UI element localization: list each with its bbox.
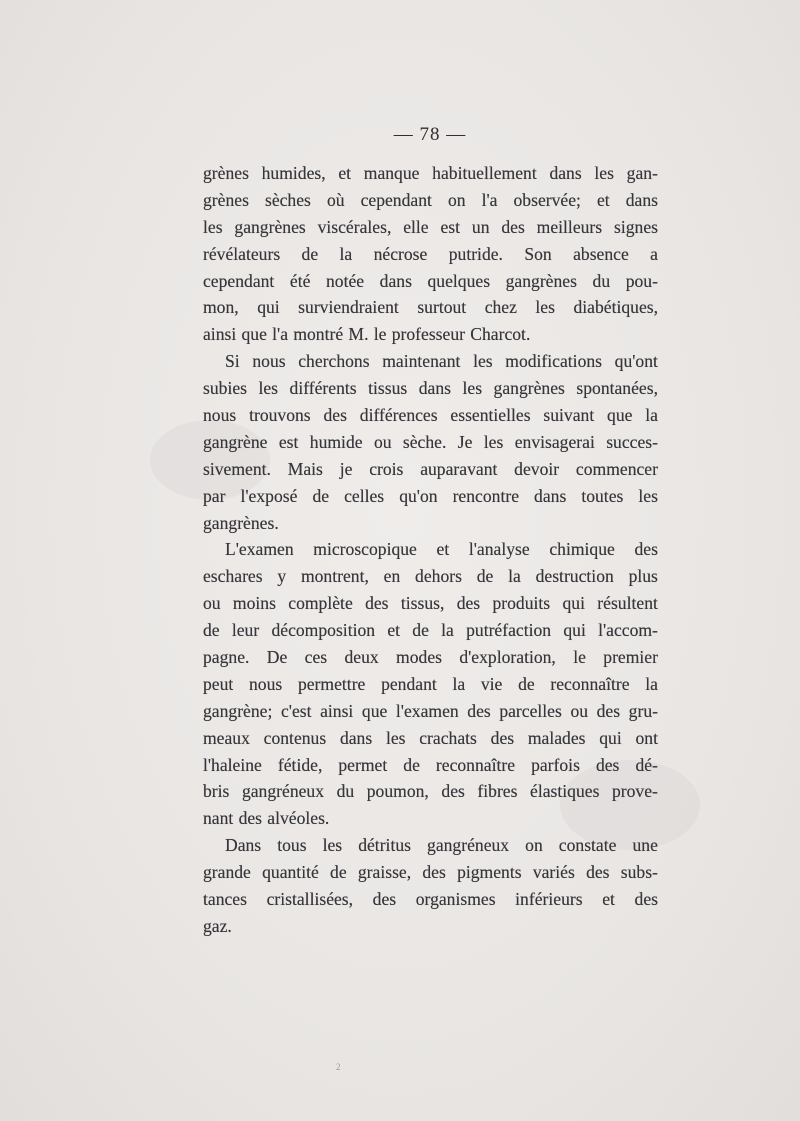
word: du <box>592 270 611 291</box>
word: rencontre <box>452 485 520 506</box>
word: l'accom- <box>598 620 658 641</box>
text-line <box>203 913 658 940</box>
word: gangrènes <box>493 378 565 399</box>
word: maintenant <box>382 351 461 372</box>
word: Charcot. <box>470 324 531 345</box>
word: l'analyse <box>468 539 530 560</box>
word: destruction <box>535 566 614 587</box>
word: cependant <box>203 270 275 291</box>
word: qui <box>599 727 622 748</box>
word: Dans <box>225 835 262 856</box>
word: tous <box>277 835 307 856</box>
word: grènes <box>203 189 249 210</box>
word: gangréneux <box>427 835 510 856</box>
word: grènes <box>203 163 249 183</box>
word: surtout <box>417 297 467 318</box>
word: nous <box>203 405 237 426</box>
word: l'a <box>272 324 289 345</box>
word: de <box>518 673 535 694</box>
word: les <box>203 216 223 237</box>
word: des <box>456 593 481 614</box>
word: essentielles <box>450 405 531 426</box>
word: les <box>385 727 406 748</box>
word: l'haleine <box>203 754 262 775</box>
word: des <box>490 727 515 748</box>
word: des <box>501 216 525 237</box>
word: parfois <box>531 754 580 775</box>
word: qui <box>562 593 585 614</box>
word: ainsi <box>203 324 237 345</box>
word: graisse, <box>357 862 412 883</box>
word: produits <box>492 593 551 614</box>
word: dehors <box>415 566 462 587</box>
word: nous <box>249 673 283 694</box>
word: malades <box>527 727 586 748</box>
word: meilleurs <box>536 216 603 237</box>
word: pagne. <box>203 647 250 668</box>
word: par <box>203 485 226 506</box>
word: permet <box>338 754 388 775</box>
word: gangréneux <box>241 781 325 802</box>
word: tances <box>203 889 247 910</box>
word: y <box>277 566 287 587</box>
word: nécrose <box>373 243 428 264</box>
word: deux <box>344 647 379 668</box>
word: suivant <box>543 405 595 426</box>
word: commencer <box>575 458 658 479</box>
text-line <box>203 375 658 402</box>
word: de <box>412 620 429 641</box>
word: c'est <box>280 700 312 721</box>
word: poumon, <box>366 781 429 802</box>
word: élastiques <box>530 781 600 802</box>
word: gaz. <box>203 915 232 936</box>
word: du <box>336 781 355 802</box>
word: cristallisées, <box>266 889 354 910</box>
text-line <box>203 321 658 348</box>
word: où <box>326 189 345 210</box>
word: des <box>634 539 658 560</box>
word: observée; <box>513 189 581 210</box>
word: gru- <box>628 700 658 721</box>
text-line <box>203 752 658 779</box>
word: sivement. <box>203 458 271 479</box>
word: tissus, <box>400 593 445 614</box>
word: crachats <box>419 727 477 748</box>
text-line <box>203 429 658 456</box>
word: des <box>441 781 465 802</box>
word: ont <box>635 727 658 748</box>
word: des <box>586 862 610 883</box>
word: dé- <box>635 754 658 775</box>
word: nous <box>252 351 286 372</box>
word: succes- <box>606 431 658 452</box>
word: ou <box>373 431 392 452</box>
word: les <box>322 835 343 856</box>
word: dans <box>625 189 658 210</box>
word: habituellement <box>432 163 537 183</box>
word: vie <box>480 673 503 694</box>
word: des <box>372 889 397 910</box>
text-line <box>203 590 658 617</box>
word: gangrènes. <box>203 512 279 533</box>
text-line <box>203 725 658 752</box>
word: M. <box>348 324 369 345</box>
word: dans <box>418 378 451 399</box>
word: la <box>339 243 353 264</box>
word: des <box>323 405 347 426</box>
word: moins <box>232 593 276 614</box>
word: professeur <box>391 324 465 345</box>
word: toutes <box>581 485 624 506</box>
word: Si <box>225 351 240 372</box>
page-mark: 2 <box>336 1062 341 1072</box>
word: spontanées, <box>576 378 658 399</box>
word: De <box>266 647 288 668</box>
page-number: — 78 — <box>393 124 467 145</box>
word: montrent, <box>300 566 369 587</box>
word: qui <box>257 297 280 318</box>
word: et <box>596 189 610 210</box>
word: la <box>452 673 466 694</box>
word: chez <box>484 297 517 318</box>
word: viscérales, <box>317 216 392 237</box>
word: ou <box>570 700 589 721</box>
word: le <box>373 324 387 345</box>
word: est <box>440 216 461 237</box>
word: dans <box>534 485 567 506</box>
text-line <box>203 671 658 698</box>
word: et <box>436 539 450 560</box>
word: décomposition <box>271 620 376 641</box>
word: une <box>632 835 658 856</box>
word: qui <box>563 620 586 641</box>
word: montré <box>293 324 344 345</box>
word: résultent <box>597 593 658 614</box>
word: absence <box>573 243 629 264</box>
word: quantité <box>262 862 319 883</box>
word: variés <box>532 862 575 883</box>
word: la <box>645 405 658 426</box>
word: sèche. <box>402 431 447 452</box>
word: différences <box>359 405 438 426</box>
word: pou- <box>625 270 658 291</box>
word: microscopique <box>313 539 417 560</box>
text-line <box>203 456 658 483</box>
word: ainsi <box>320 700 354 721</box>
word: fétide, <box>277 754 323 775</box>
text-line <box>203 402 658 429</box>
word: et <box>387 620 401 641</box>
word: gangrènes <box>505 270 577 291</box>
word: mon, <box>203 297 239 318</box>
word: les <box>462 378 483 399</box>
word: inférieurs <box>515 889 583 910</box>
text-line <box>203 644 658 671</box>
word: pigments <box>457 862 522 883</box>
word: on <box>447 189 466 210</box>
word: ces <box>304 647 328 668</box>
word: Mais <box>287 458 323 479</box>
text-line <box>203 563 658 590</box>
word: de <box>312 485 330 506</box>
word: révélateurs <box>203 243 281 264</box>
text-line <box>203 859 658 886</box>
text-line <box>203 241 658 268</box>
word: prove- <box>611 781 658 802</box>
text-line <box>203 805 658 832</box>
word: subies <box>203 378 247 399</box>
word: de <box>476 566 494 587</box>
text-line <box>203 778 658 805</box>
text-line <box>203 348 658 375</box>
word: de <box>203 620 220 641</box>
word: des <box>238 808 263 829</box>
word: reconnaître <box>435 754 516 775</box>
word: celles <box>344 485 385 506</box>
word: bris <box>203 781 230 802</box>
word: gan- <box>626 163 658 183</box>
word: tissus <box>368 378 408 399</box>
word: crois <box>369 458 404 479</box>
word: qu'ont <box>614 351 658 372</box>
word: notée <box>325 270 365 291</box>
word: et <box>602 889 615 910</box>
word: l'examen <box>395 700 459 721</box>
word: cependant <box>360 189 432 210</box>
word: les <box>483 431 504 452</box>
word: que <box>241 324 267 345</box>
text-line <box>203 160 658 187</box>
word: humides, <box>261 163 326 183</box>
word: détritus <box>358 835 411 856</box>
word: les <box>473 351 493 372</box>
word: putréfaction <box>466 620 552 641</box>
word: des <box>595 754 620 775</box>
word: grande <box>203 862 251 883</box>
word: eschares <box>203 566 263 587</box>
word: différents <box>289 378 357 399</box>
word: qu'on <box>399 485 438 506</box>
word: surviendraient <box>298 297 399 318</box>
word: elle <box>403 216 429 237</box>
word: pendant <box>381 673 437 694</box>
word: peut <box>203 673 234 694</box>
word: nant <box>203 808 234 829</box>
word: l'exposé <box>240 485 298 506</box>
word: contenus <box>263 727 327 748</box>
word: plus <box>628 566 658 587</box>
word: d'exploration, <box>459 647 556 668</box>
word: le <box>573 647 586 668</box>
text-line <box>203 617 658 644</box>
word: sèches <box>264 189 311 210</box>
word: chimique <box>549 539 615 560</box>
word: premier <box>603 647 658 668</box>
word: des <box>467 700 491 721</box>
word: de <box>403 754 420 775</box>
word: a <box>650 243 658 264</box>
word: les <box>258 378 279 399</box>
word: signes <box>614 216 658 237</box>
word: complète <box>288 593 353 614</box>
text-line <box>203 214 658 241</box>
word: ou <box>203 593 221 614</box>
word: on <box>525 835 543 856</box>
word: Son <box>524 243 552 264</box>
word: les <box>594 163 614 183</box>
word: subs- <box>620 862 658 883</box>
text-line <box>203 483 658 510</box>
word: dans <box>379 270 412 291</box>
word: putride. <box>448 243 503 264</box>
body-text <box>203 160 658 940</box>
word: en <box>383 566 401 587</box>
word: que <box>361 700 388 721</box>
text-line <box>203 187 658 214</box>
word: et <box>338 163 352 183</box>
word: auparavant <box>420 458 498 479</box>
word: de <box>301 243 319 264</box>
word: modes <box>396 647 442 668</box>
word: gangrènes <box>234 216 306 237</box>
word: l'a <box>481 189 498 210</box>
word: envisagerai <box>514 431 595 452</box>
word: un <box>471 216 490 237</box>
word: gangrène; <box>203 700 273 721</box>
text-line <box>203 886 658 913</box>
word: que <box>607 405 633 426</box>
word: de <box>330 862 347 883</box>
word: est <box>278 431 299 452</box>
word: la <box>508 566 521 587</box>
word: trouvons <box>249 405 311 426</box>
word: dans <box>549 163 582 183</box>
word: devoir <box>514 458 560 479</box>
word: la <box>645 673 658 694</box>
word: des <box>422 862 446 883</box>
word: dans <box>339 727 373 748</box>
word: je <box>339 458 353 479</box>
text-line <box>203 832 658 859</box>
text-line <box>203 510 658 537</box>
word: leur <box>231 620 260 641</box>
word: cherchons <box>298 351 370 372</box>
word: Je <box>457 431 473 452</box>
word: gangrène <box>203 431 268 452</box>
word: été <box>289 270 311 291</box>
word: des <box>634 889 658 910</box>
text-line <box>203 536 658 563</box>
text-line <box>203 268 658 295</box>
word: meaux <box>203 727 250 748</box>
word: quelques <box>427 270 491 291</box>
word: des <box>365 593 389 614</box>
text-line <box>203 698 658 725</box>
word: permettre <box>297 673 366 694</box>
word: modifications <box>505 351 603 372</box>
word: la <box>441 620 454 641</box>
text-line <box>203 294 658 321</box>
word: alvéoles. <box>267 808 330 829</box>
word: reconnaître <box>550 673 630 694</box>
word: les <box>535 297 555 318</box>
word: manque <box>363 163 420 183</box>
word: organismes <box>415 889 496 910</box>
word: constate <box>558 835 617 856</box>
word: diabétiques, <box>573 297 658 318</box>
word: les <box>638 485 658 506</box>
word: parcelles <box>499 700 562 721</box>
word: fibres <box>477 781 518 802</box>
word: des <box>596 700 621 721</box>
word: L'examen <box>225 539 294 560</box>
word: humide <box>309 431 363 452</box>
